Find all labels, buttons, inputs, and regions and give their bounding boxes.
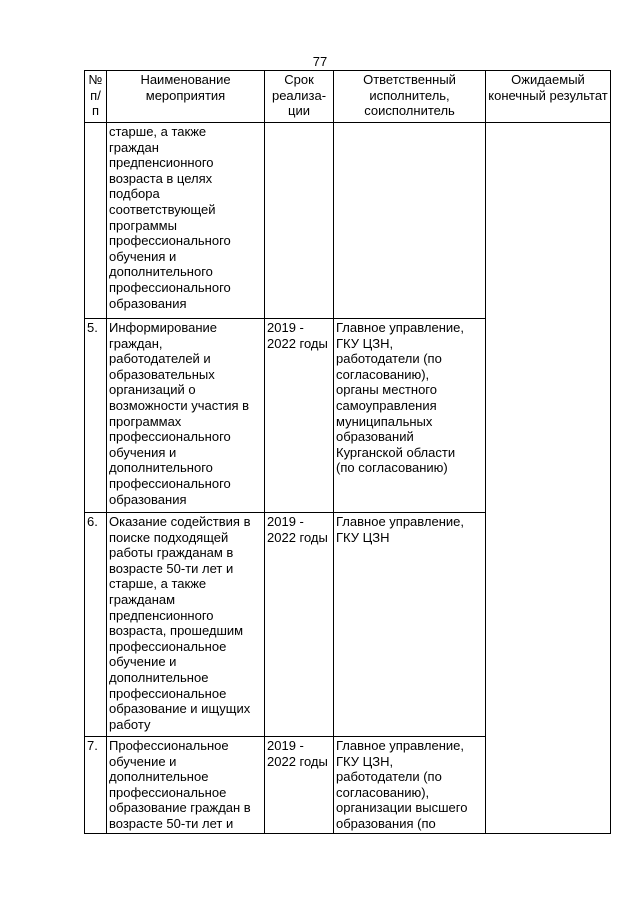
responsible-cell: Главное управление, ГКУ ЦЗН, работодатели (по согласованию), органы местного самоуправления муниципальных образований Курганской области (по согласованию) <box>334 319 486 513</box>
header-term: Срок реализа- ции <box>265 71 334 123</box>
row-number: 6. <box>85 513 107 737</box>
row-number <box>85 123 107 319</box>
responsible-cell <box>334 123 486 319</box>
term-cell: 2019 - 2022 годы <box>265 737 334 834</box>
table-header-row <box>85 71 611 123</box>
activity-name-cell: Профессиональное обучение и дополнительное профессиональное образование граждан в возрасте 50-ти лет и <box>107 737 265 834</box>
term-cell <box>265 123 334 319</box>
page-number: 77 <box>312 54 328 69</box>
row-number: 5. <box>85 319 107 513</box>
header-number: № п/п <box>85 71 107 123</box>
term-cell: 2019 - 2022 годы <box>265 513 334 737</box>
header-activity-name: Наименование мероприятия <box>107 71 265 123</box>
term-cell: 2019 - 2022 годы <box>265 319 334 513</box>
row-number: 7. <box>85 737 107 834</box>
table-row <box>85 123 611 319</box>
activities-table <box>84 70 611 834</box>
responsible-cell: Главное управление, ГКУ ЦЗН, работодатели (по согласованию), организации высшего образования (по <box>334 737 486 834</box>
expected-result-cell <box>486 123 611 834</box>
activity-name-cell: старше, а также граждан предпенсионного возраста в целях подбора соответствующей программы профессионального обучения и дополнительного профессионального образования <box>107 123 265 319</box>
activity-name-cell: Оказание содействия в поиске подходящей работы гражданам в возрасте 50-ти лет и старше, а также гражданам предпенсионного возраста, прошедшим профессиональное обучение и дополнительное профессиональное образование и ищущих работу <box>107 513 265 737</box>
responsible-cell: Главное управление, ГКУ ЦЗН <box>334 513 486 737</box>
activity-name-cell: Информирование граждан, работодателей и образовательных организаций о возможности участия в программах профессионального обучения и дополнительного профессионального образования <box>107 319 265 513</box>
header-responsible: Ответственный исполнитель, соисполнитель <box>334 71 486 123</box>
header-expected-result: Ожидаемый конечный результат <box>486 71 611 123</box>
